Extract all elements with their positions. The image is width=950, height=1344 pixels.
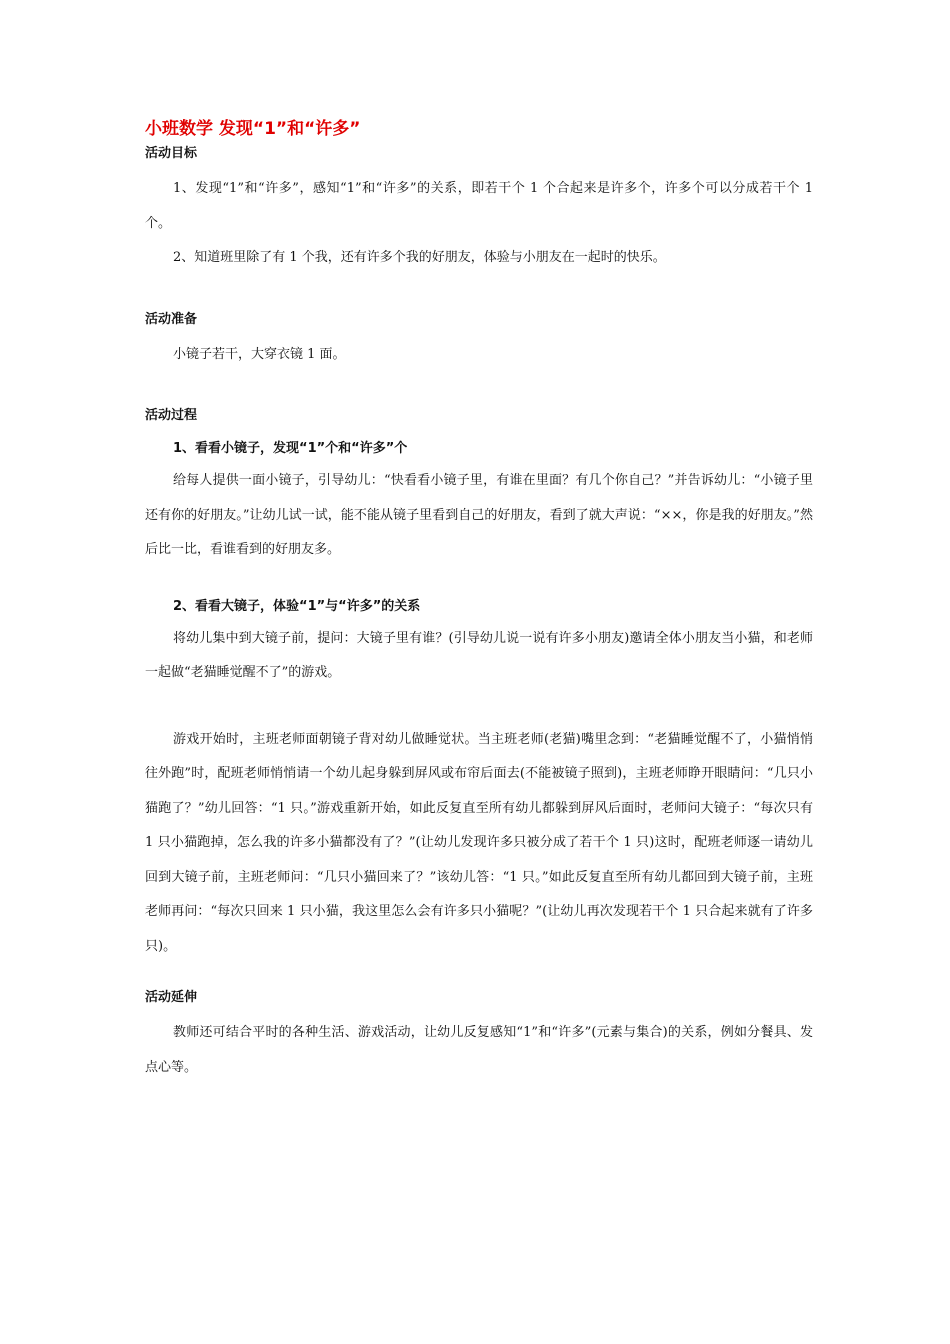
step1-heading: 1、看看小镜子，发现“1”个和“许多”个 (173, 441, 408, 456)
spacer (145, 372, 813, 406)
extension-text: 教师还可结合平时的各种生活、游戏活动，让幼儿反复感知“1”和“许多”(元素与集合)的关系，例如分餐具、发点心等。 (145, 1025, 813, 1075)
goal-item-2: 2、知道班里除了有 1 个我，还有许多个我的好朋友，体验与小朋友在一起时的快乐。 (173, 250, 666, 265)
goals-heading: 活动目标 (145, 146, 198, 161)
document-title: 小班数学 发现“1”和“许多” (145, 119, 361, 139)
step2-text-1: 将幼儿集中到大镜子前，提问：大镜子里有谁？(引导幼儿说一说有许多小朋友)邀请全体小朋友当小猫，和老师一起做“老猫睡觉醒不了”的游戏。 (145, 630, 813, 680)
process-heading: 活动过程 (145, 408, 198, 423)
goal-item-1: 1、发现“1”和“许多”，感知“1”和“许多”的关系，即若干个 1 个合起来是许多个，许多个可以分成若干个 1 个。 (145, 181, 813, 231)
spacer (145, 691, 813, 723)
step2-heading: 2、看看大镜子，体验“1”与“许多”的关系 (173, 598, 421, 614)
spacer (145, 964, 813, 988)
extension-heading: 活动延伸 (145, 990, 198, 1005)
document-page (145, 118, 813, 1085)
spacer (145, 568, 813, 592)
spacer (145, 276, 813, 310)
preparation-heading: 活动准备 (145, 311, 198, 327)
step2-text-2: 游戏开始时，主班老师面朝镜子背对幼儿做睡觉状。当主班老师(老猫)嘴里念到：“老猫睡觉醒不了，小猫悄悄往外跑”时，配班老师悄悄请一个幼儿起身躲到屏风或布帘后面去(不能被镜子照到)，主班老师睁开眼睛问：“几只小猫跑了？”幼儿回答：“1 只。”游戏重新开始，如此反复直至所有幼儿都躲到屏风后面时，老师问大镜子：“每次只有 1 只小猫跑掉，怎么我的许多小猫都没有了？”(让幼儿发现许多只被分成了若干个 1 只)这时，配班老师逐一请幼儿回到大镜子前，主班老师问：“几只小猫回来了？”该幼儿答：“1 只。”如此反复直至所有幼儿都回到大镜子前，主班老师再问：“每次只回来 1 只小猫，我这里怎么会有许多只小猫呢？”(让幼儿再次发现若干个 1 只合起来就有了许多只)。 (145, 731, 813, 954)
preparation-text: 小镜子若干，大穿衣镜 1 面。 (173, 346, 346, 362)
step1-text: 给每人提供一面小镜子，引导幼儿：“快看看小镜子里，有谁在里面？有几个你自己？”并告诉幼儿：“小镜子里还有你的好朋友。”让幼儿试一试，能不能从镜子里看到自己的好朋友，看到了就大声说：“××，你是我的好朋友。”然后比一比，看谁看到的好朋友多。 (145, 473, 813, 557)
